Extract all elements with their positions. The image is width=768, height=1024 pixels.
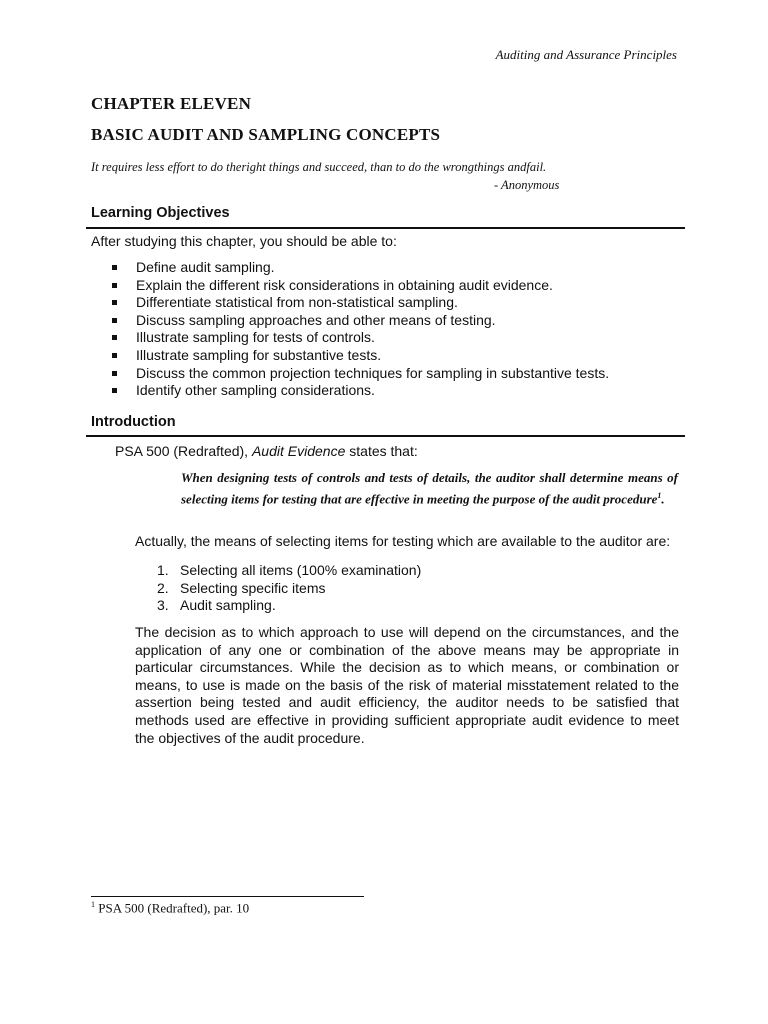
footnote [91, 900, 249, 916]
objective-text: Differentiate statistical from non-statistical sampling. [136, 294, 458, 311]
means-text: Selecting all items (100% examination) [180, 562, 422, 578]
square-bullet-icon [112, 388, 117, 393]
objective-text: Explain the different risk considerations in obtaining audit evidence. [136, 276, 553, 293]
list-item [91, 347, 609, 365]
means-text: Selecting specific items [180, 579, 326, 596]
psa-reference [115, 443, 418, 459]
objective-text: Discuss the common projection techniques for sampling in substantive tests. [136, 364, 610, 381]
footnote-text: PSA 500 (Redrafted), par. 10 [95, 900, 250, 916]
list-item [91, 382, 609, 400]
introduction-heading: Introduction [91, 414, 176, 430]
quote-text: When designing tests of controls and tests of details, the auditor shall determine means of selecting items for testing that are effective in meeting the purpose of the audit procedure [181, 470, 678, 507]
list-item [91, 259, 609, 277]
list-number: 3. [157, 597, 169, 614]
epigraph-quote: It requires less effort to do theright things and succeed, than to do the wrongthings andfail. [91, 160, 547, 174]
footnote-marker[interactable]: 1 [657, 491, 662, 500]
psa-ref: PSA 500 (Redrafted), [115, 443, 252, 459]
objective-text: Discuss sampling approaches and other means of testing. [136, 311, 496, 328]
objectives-list [91, 259, 609, 400]
list-item [135, 597, 421, 615]
chapter-number: CHAPTER ELEVEN [91, 94, 252, 113]
section-divider [86, 435, 685, 437]
footnote-number: 1 [91, 900, 95, 909]
means-text: Audit sampling. [180, 597, 276, 614]
epigraph-author: - Anonymous [494, 178, 560, 192]
square-bullet-icon [112, 335, 117, 340]
objective-text: Define audit sampling. [136, 259, 275, 275]
block-quote [181, 469, 678, 508]
list-item [135, 580, 421, 598]
objective-text: Identify other sampling considerations. [136, 382, 375, 399]
psa-suffix: states that: [345, 443, 418, 459]
running-header: Auditing and Assurance Principles [495, 47, 677, 62]
list-number: 1. [157, 562, 169, 578]
objectives-intro: After studying this chapter, you should be able to: [91, 233, 397, 249]
square-bullet-icon [112, 300, 117, 305]
objective-text: Illustrate sampling for tests of controls. [136, 329, 375, 346]
list-item [91, 365, 609, 383]
learning-objectives-heading: Learning Objectives [91, 205, 230, 221]
footnote-divider [91, 896, 364, 897]
chapter-title: BASIC AUDIT AND SAMPLING CONCEPTS [91, 125, 441, 144]
square-bullet-icon [112, 265, 117, 270]
list-item [91, 294, 609, 312]
section-divider [86, 227, 685, 229]
body-paragraph: The decision as to which approach to use will depend on the circumstances, and the application of any one or combination of the above means may be appropriate in particular circumstances. While the decision as to which means, or combination or means, to use is made on the basis of the risk of material misstatement related to the assertion being tested and audit efficiency, the auditor needs to be satisfied that methods used are effective in providing sufficient appropriate audit evidence to meet the objectives of the audit procedure. [135, 624, 679, 746]
means-intro: Actually, the means of selecting items for testing which are available to the auditor are: [135, 533, 671, 549]
square-bullet-icon [112, 318, 117, 323]
list-item [91, 329, 609, 347]
quote-end: . [661, 491, 665, 507]
square-bullet-icon [112, 283, 117, 288]
objective-text: Illustrate sampling for substantive tests. [136, 346, 382, 363]
square-bullet-icon [112, 353, 117, 358]
means-list [135, 562, 421, 615]
list-number: 2. [157, 579, 169, 596]
list-item [91, 312, 609, 330]
list-item [91, 277, 609, 295]
list-item [135, 562, 421, 580]
psa-title: Audit Evidence [251, 443, 346, 459]
square-bullet-icon [112, 371, 117, 376]
